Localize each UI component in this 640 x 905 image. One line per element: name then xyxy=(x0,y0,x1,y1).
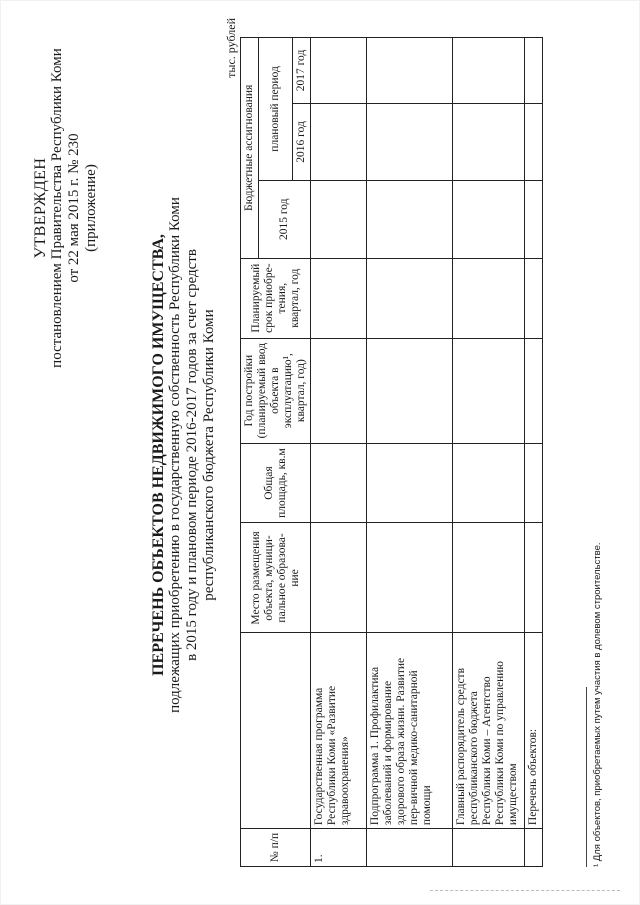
footnote-rule xyxy=(586,687,587,867)
table-row xyxy=(525,38,543,867)
row-num xyxy=(367,829,453,867)
row-name: Перечень объектов: xyxy=(525,633,543,829)
header-num: № п/п xyxy=(241,829,311,867)
title-main: ПЕРЕЧЕНЬ ОБЪЕКТОВ НЕДВИЖИМОГО ИМУЩЕСТВА, xyxy=(150,234,167,676)
row-num xyxy=(453,829,525,867)
table-row xyxy=(367,38,453,867)
title-subline-2: в 2015 году и плановом периоде 2016-2017 годов за счет средств xyxy=(184,249,200,661)
title-subline-3: республиканского бюджета Республики Коми xyxy=(201,309,217,601)
property-table xyxy=(240,37,543,867)
table-row xyxy=(311,38,367,867)
header-area: Общая площадь, кв.м xyxy=(241,443,311,523)
units-label: тыс. рублей xyxy=(224,18,238,78)
header-budget: Бюджетные ассигнования xyxy=(241,38,259,259)
header-acquisition: Планируемый срок приобре-тения, квартал, год xyxy=(241,258,311,338)
row-num xyxy=(525,829,543,867)
table-row xyxy=(453,38,525,867)
header-location: Место размещения объекта, муници-пальное образова-ние xyxy=(241,523,311,633)
document-title xyxy=(150,115,218,795)
approval-date: от 22 мая 2015 г. № 230 xyxy=(66,133,82,283)
header-year: Год постройки (планируемый ввод объекта в эксплуатацию¹, квартал, год) xyxy=(241,338,311,443)
header-name xyxy=(241,633,311,829)
title-subline-1: подлежащих приобретению в государственную собственность Республики Коми xyxy=(167,197,183,713)
row-name: Государственная программа Республики Коми «Развитие здравоохранения» xyxy=(311,633,367,829)
header-planned: плановый период xyxy=(259,38,293,181)
approval-appendix: (приложение) xyxy=(83,164,99,252)
approval-stamp-block xyxy=(32,18,100,398)
table-header-row-1 xyxy=(241,38,259,867)
approval-decree: постановлением Правительства Республики Коми xyxy=(49,48,65,368)
row-name: Главный распорядитель средств республиканского бюджета Республики Коми – Агентство Республики Коми по управлению имуществом xyxy=(453,633,525,829)
footnote: ¹ Для объектов, приобретаемых путем участия в долевом строительстве. xyxy=(592,542,603,867)
header-2017: 2017 год xyxy=(293,38,311,104)
header-2015: 2015 год xyxy=(259,180,311,258)
row-num: 1. xyxy=(311,829,367,867)
approval-heading: УТВЕРЖДЕН xyxy=(32,157,49,259)
row-name: Подпрограмма 1. Профилактика заболеваний и формирование здорового образа жизни. Развитие пер-вичной медико-санитарной помощи xyxy=(367,633,453,829)
scan-artifact-line xyxy=(430,890,620,891)
header-2016: 2016 год xyxy=(293,103,311,180)
